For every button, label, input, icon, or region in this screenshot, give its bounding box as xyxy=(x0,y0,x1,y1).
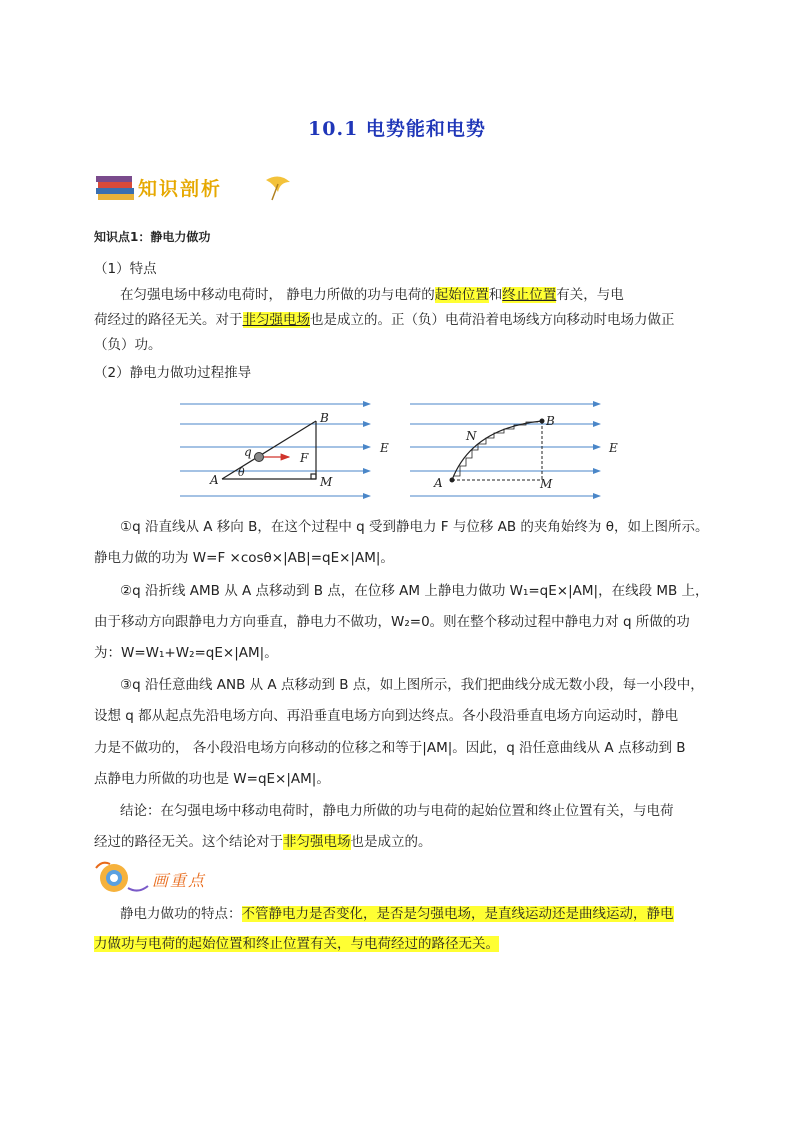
key-line: 静电力做功的特点：不管静电力是否变化，是否是匀强电场，是直线运动还是曲线运动，静电 xyxy=(120,906,674,922)
paragraph-line: ③q 沿任意曲线 ANB 从 A 点移动到 B 点，如上图所示，我们把曲线分成无数小段，每一小段中， xyxy=(120,677,704,693)
banner-title: 知识剖析 xyxy=(138,178,223,200)
conclusion-line: 经过的路径无关。这个结论对于非匀强电场也是成立的。 xyxy=(94,834,432,850)
knowledge-point-heading: 知识点1：静电力做功 xyxy=(94,230,211,244)
label-B-right: B xyxy=(546,414,555,428)
highlight-nonuniform-2: 非匀强电场 xyxy=(283,834,351,850)
highlight-stamp-title: 画重点 xyxy=(152,871,207,890)
label-M-right: M xyxy=(540,477,553,491)
label-M-left: M xyxy=(320,475,333,489)
key-highlight: 不管静电力是否变化，是否是匀强电场，是直线运动还是曲线运动，静电 xyxy=(241,906,674,922)
section-heading-2: （2）静电力做功过程推导 xyxy=(94,365,252,381)
section-heading-1: （1）特点 xyxy=(94,261,157,277)
paragraph-line: 为：W=W₁+W₂=qE×|AM|。 xyxy=(94,645,278,661)
paragraph-line: ①q 沿直线从 A 移向 B，在这个过程中 q 受到静电力 F 与位移 AB 的夹角始终为 θ，如上图所示。 xyxy=(120,519,709,535)
label-E-right: E xyxy=(609,441,618,455)
paragraph-line: ②q 沿折线 AMB 从 A 点移动到 B 点，在位移 AM 上静电力做功 W₁=qE×|AM|，在线段 MB 上， xyxy=(120,583,709,599)
key-line xyxy=(94,929,499,960)
highlight-nonuniform: 非匀强电场 xyxy=(242,312,310,328)
label-B-left: B xyxy=(320,411,329,425)
paragraph-line: 在匀强电场中移动电荷时， 静电力所做的功与电荷的起始位置和终止位置有关，与电 xyxy=(120,287,624,303)
field-diagram xyxy=(176,394,616,502)
paragraph-line: 由于移动方向跟静电力方向垂直，静电力不做功，W₂=0。则在整个移动过程中静电力对 q 所做的功 xyxy=(94,614,690,630)
paragraph-line: 设想 q 都从起点先沿电场方向、再沿垂直电场方向到达终点。各小段沿垂直电场方向运动时，静电 xyxy=(94,708,679,724)
label-E-left: E xyxy=(380,441,389,455)
highlight-end: 终止位置 xyxy=(502,287,557,303)
paragraph-line: 点静电力所做的功也是 W=qE×|AM|。 xyxy=(94,771,330,787)
paragraph-line: 静电力做的功为 W=F ×cosθ×|AB|=qE×|AM|。 xyxy=(94,550,394,566)
label-A-right: A xyxy=(434,476,443,490)
conclusion-line: 结论：在匀强电场中移动电荷时，静电力所做的功与电荷的起始位置和终止位置有关，与电荷 xyxy=(120,803,674,819)
key-highlight: 力做功与电荷的起始位置和终止位置有关，与电荷经过的路径无关。 xyxy=(94,936,499,952)
label-F: F xyxy=(300,451,309,465)
paragraph-line: 力是不做功的， 各小段沿电场方向移动的位移之和等于|AM|。因此，q 沿任意曲线从 A 点移动到 B xyxy=(94,740,686,756)
paragraph-line: 荷经过的路径无关。对于非匀强电场也是成立的。正（负）电荷沿着电场线方向移动时电场力做正 xyxy=(94,312,675,328)
page-title: 10.1 电势能和电势 xyxy=(308,118,486,140)
label-N: N xyxy=(466,429,477,443)
highlight-start: 起始位置 xyxy=(434,287,489,303)
label-theta: θ xyxy=(238,466,245,479)
label-A-left: A xyxy=(210,473,219,487)
label-q: q xyxy=(244,445,252,459)
highlight-stamp-icon xyxy=(92,858,152,898)
paragraph-line: （负）功。 xyxy=(94,337,162,353)
